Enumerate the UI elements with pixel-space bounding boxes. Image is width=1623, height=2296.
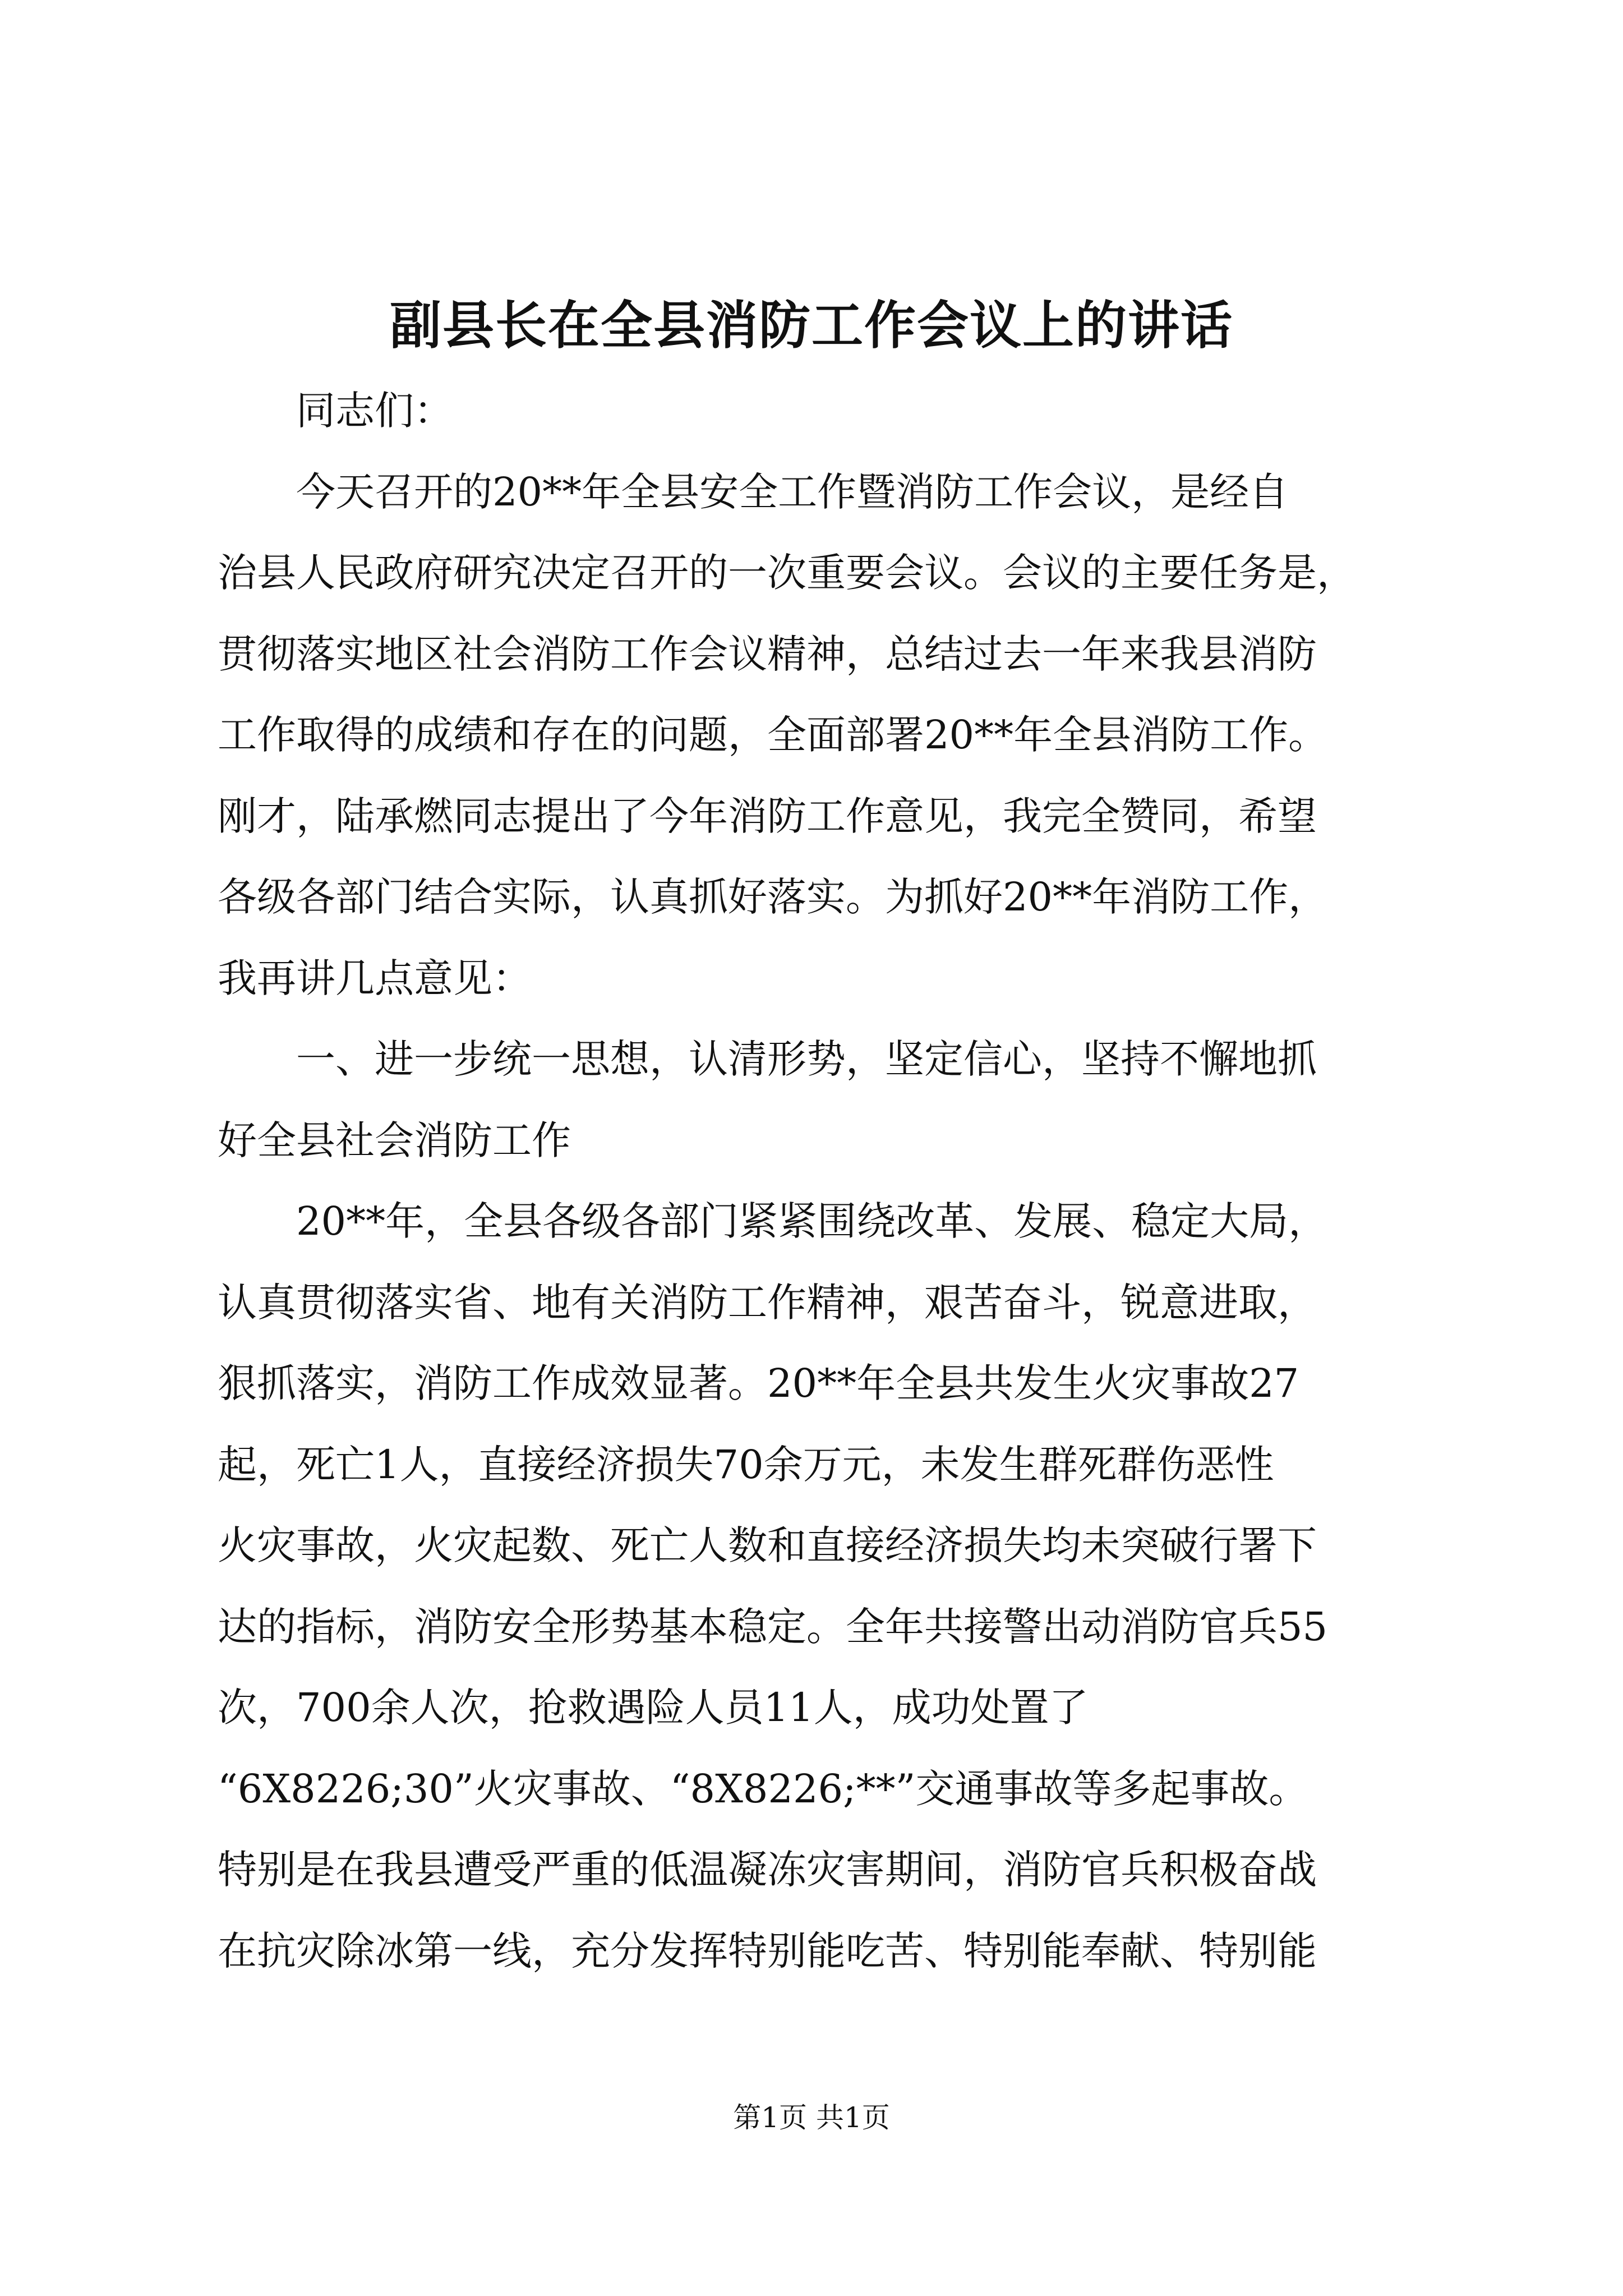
document-body: [218, 370, 1405, 1991]
paragraph-line: 今天召开的20**年全县安全工作暨消防工作会议，是经自: [296, 468, 1289, 515]
paragraph-line: 达的指标，消防安全形势基本稳定。全年共接警出动消防官兵55: [218, 1603, 1328, 1650]
paragraph-line: 起，死亡1人，直接经济损失70余万元，未发生群死群伤恶性: [218, 1441, 1274, 1488]
paragraph-line: 狠抓落实，消防工作成效显著。20**年全县共发生火灾事故27: [218, 1360, 1299, 1406]
paragraph-line: 工作取得的成绩和存在的问题，全面部署20**年全县消防工作。: [218, 712, 1328, 758]
paragraph-line: 特别是在我县遭受严重的低温凝冻灾害期间，消防官兵积极奋战: [218, 1847, 1317, 1893]
section-heading-1: [218, 1019, 1405, 1181]
paragraph-opening: [218, 452, 1405, 1019]
paragraph-line: 各级各部门结合实际，认真抓好落实。为抓好20**年消防工作，: [218, 874, 1328, 920]
paragraph-line: 一、进一步统一思想，认清形势，坚定信心，坚持不懈地抓: [296, 1036, 1317, 1082]
salutation: 同志们：: [296, 388, 453, 434]
paragraph-review: [218, 1181, 1405, 1991]
paragraph-line: 刚才，陆承燃同志提出了今年消防工作意见，我完全赞同，希望: [218, 793, 1317, 839]
paragraph-line: 治县人民政府研究决定召开的一次重要会议。会议的主要任务是，: [218, 550, 1356, 596]
paragraph-line: “6X8226;30”火灾事故、“8X8226;**”交通事故等多起事故。: [218, 1765, 1308, 1812]
paragraph-line: 次，700余人次，抢救遇险人员11人，成功处置了: [218, 1685, 1089, 1731]
paragraph-line: 20**年，全县各级各部门紧紧围绕改革、发展、稳定大局，: [296, 1198, 1328, 1244]
paragraph-line: 认真贯彻落实省、地有关消防工作精神，艰苦奋斗，锐意进取，: [218, 1279, 1317, 1326]
paragraph-line: 好全县社会消防工作: [218, 1117, 571, 1163]
paragraph-line: 在抗灾除冰第一线，充分发挥特别能吃苦、特别能奉献、特别能: [218, 1927, 1317, 1974]
document-title: 副县长在全县消防工作会议上的讲话: [389, 295, 1233, 356]
paragraph-line: 火灾事故，火灾起数、死亡人数和直接经济损失均未突破行署下: [218, 1522, 1317, 1568]
paragraph-line: 贯彻落实地区社会消防工作会议精神，总结过去一年来我县消防: [218, 631, 1317, 677]
paragraph-line: 我再讲几点意见：: [218, 955, 532, 1001]
page-number-footer: 第1页 共1页: [733, 2101, 890, 2134]
